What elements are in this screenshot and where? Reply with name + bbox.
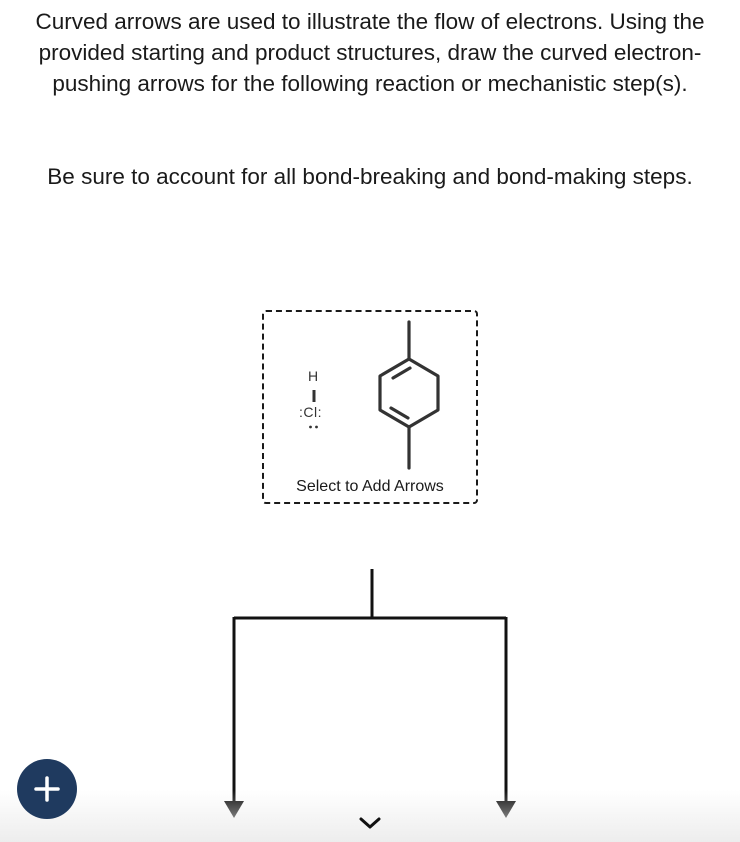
instructions-text: Curved arrows are used to illustrate the flow of electrons. Using the provided starting and product structures, draw the curved electron-pushing arrows for the following reaction or mechanistic step(s). [35, 9, 705, 96]
plus-icon [17, 759, 77, 819]
left-arrowhead [224, 801, 244, 818]
bond-note-text: Be sure to account for all bond-breaking and bond-making steps. [47, 164, 693, 189]
hydrogen-atom-label: H [308, 368, 319, 384]
right-arrowhead [496, 801, 516, 818]
expand-button[interactable] [352, 810, 388, 838]
chlorine-atom-label: :Cl: [299, 404, 322, 420]
chevron-down-icon [352, 810, 388, 838]
select-to-add-arrows-label: Select to Add Arrows [296, 478, 444, 495]
add-step-button[interactable] [17, 759, 77, 819]
